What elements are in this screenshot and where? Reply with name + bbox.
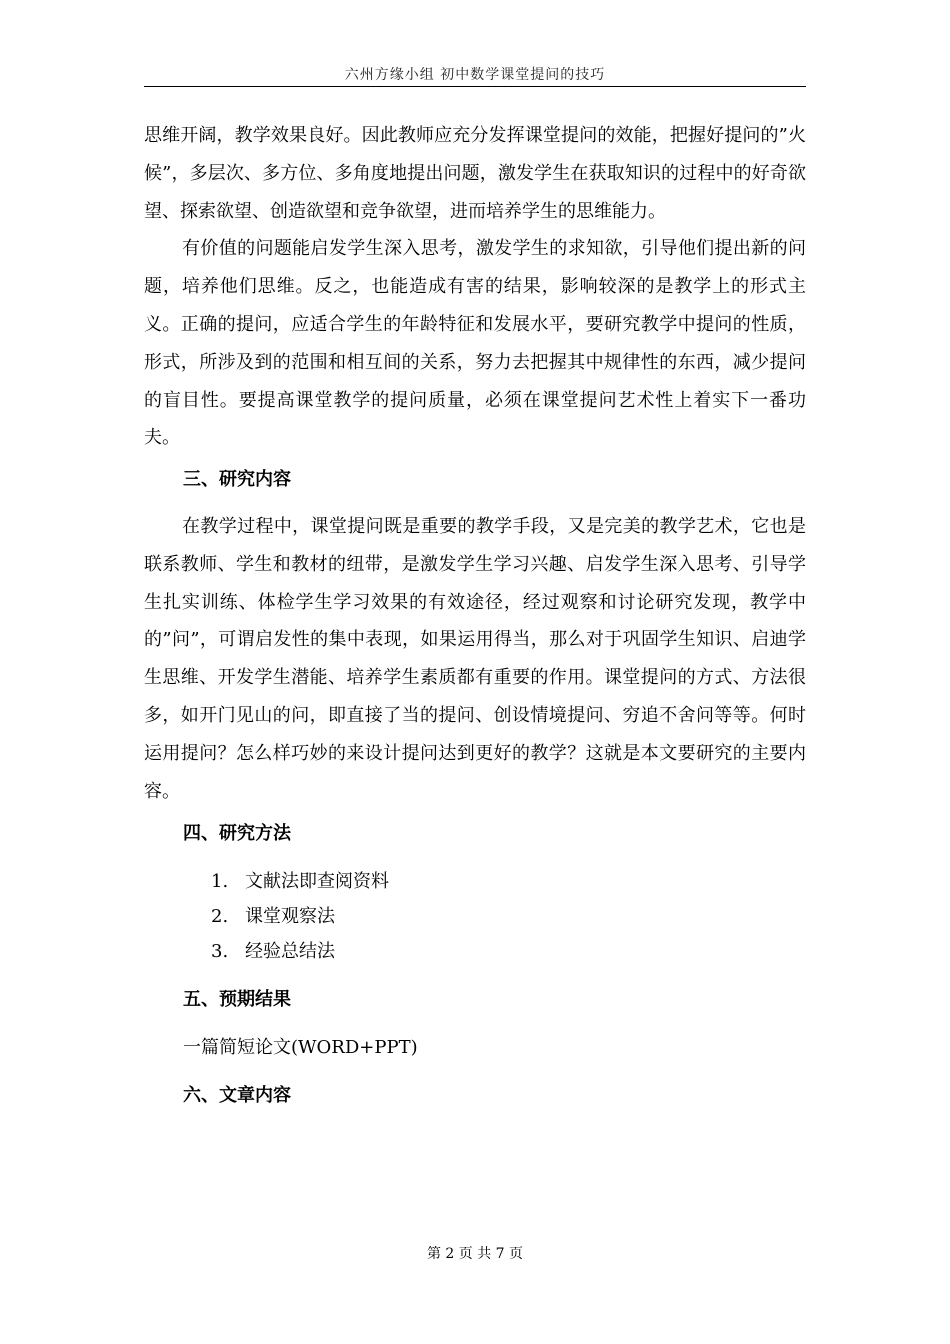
paragraph-3: 在教学过程中，课堂提问既是重要的教学手段，又是完美的教学艺术，它也是联系教师、学生和教材的纽带，是激发学生学习兴趣、启发学生深入思考、引导学生扎实训练、体检学生学习效果的有效途径，经过观察和讨论研究发现，教学中的”问”，可谓启发性的集中表现，如果运用得当，那么对于巩固学生知识、启迪学生思维、开发学生潜能、培养学生素质都有重要的作用。课堂提问的方式、方法很多，如开门见山的问，即直接了当的提问、创设情境提问、穷追不舍问等等。何时运用提问？怎么样巧妙的来设计提问达到更好的教学？这就是本文要研究的主要内容。 <box>144 516 806 802</box>
section-heading-article-content: 六、文章内容 <box>183 1085 291 1106</box>
list-number: 1. <box>211 871 229 892</box>
list-label: 文献法即查阅资料 <box>245 871 389 892</box>
section-heading-research-method: 四、研究方法 <box>183 823 291 844</box>
paragraph-2: 有价值的问题能启发学生深入思考，激发学生的求知欲，引导他们提出新的问题，培养他们思维。反之，也能造成有害的结果，影响较深的是教学上的形式主义。正确的提问，应适合学生的年龄特征和发展水平，要研究教学中提问的性质，形式，所涉及到的范围和相互间的关系，努力去把握其中规律性的东西，减少提问的盲目性。要提高课堂教学的提问质量，必须在课堂提问艺术性上着实下一番功夫。 <box>144 238 806 449</box>
list-label: 经验总结法 <box>245 941 335 962</box>
page-header: 六州方缘小组 初中数学课堂提问的技巧 <box>144 66 806 87</box>
list-number: 3. <box>211 941 229 962</box>
section-heading-research-content: 三、研究内容 <box>183 469 291 490</box>
expected-result-text: 一篇简短论文(WORD+PPT) <box>183 1037 418 1058</box>
section-heading-expected-result: 五、预期结果 <box>183 989 291 1010</box>
page-footer: 第 2 页 共 7 页 <box>426 1246 524 1262</box>
research-content-block <box>144 508 806 810</box>
paragraph-1: 思维开阔，教学效果良好。因此教师应充分发挥课堂提问的效能，把握好提问的”火候”，多层次、多方位、多角度地提出问题，激发学生在获取知识的过程中的好奇欲望、探索欲望、创造欲望和竞争欲望，进而培养学生的思维能力。 <box>144 125 806 222</box>
list-number: 2. <box>211 906 229 927</box>
paragraph-continued <box>144 117 806 457</box>
list-label: 课堂观察法 <box>245 906 335 927</box>
